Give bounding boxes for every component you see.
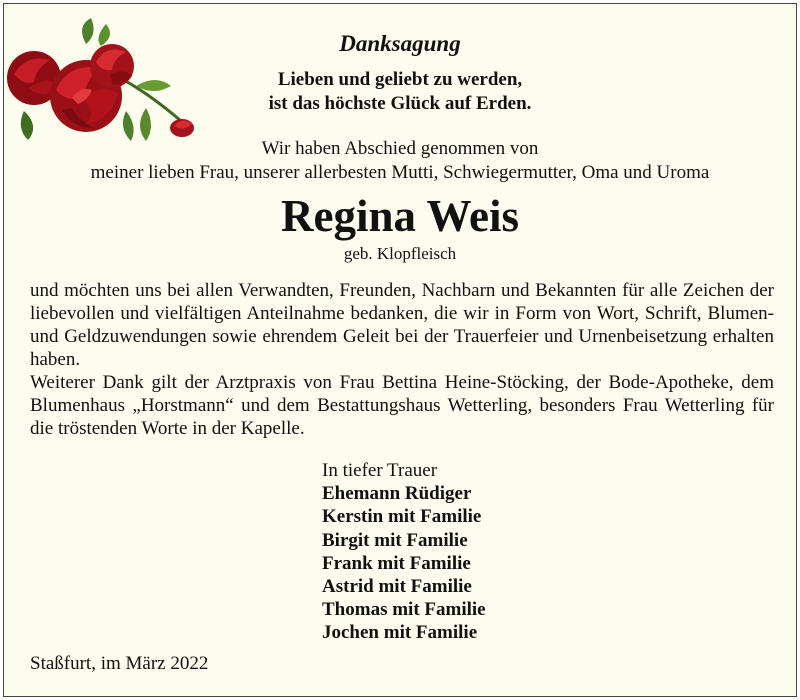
notice-heading: Danksagung: [339, 31, 461, 56]
motto-line: Lieben und geliebt zu werden,: [277, 69, 523, 90]
intro-line: meiner lieben Frau, unserer allerbesten Mutti, Schwiegermutter, Oma und Uroma: [90, 162, 710, 183]
mourner-name: Ehemann Rüdiger: [322, 483, 472, 505]
place-date: Staßfurt, im März 2022: [30, 653, 209, 674]
maiden-name: geb. Klopfleisch: [343, 244, 457, 263]
mourning-label: In tiefer Trauer: [322, 460, 438, 481]
motto-line: ist das höchste Glück auf Erden.: [268, 93, 532, 114]
intro-text: [4, 137, 796, 185]
mourner-name: Frank mit Familie: [322, 552, 471, 574]
motto-quote: [4, 68, 796, 116]
mourner-name: Thomas mit Familie: [322, 599, 486, 621]
deceased-name: Regina Weis: [281, 191, 519, 241]
mourner-name: Astrid mit Familie: [322, 576, 472, 598]
mourner-name: Jochen mit Familie: [322, 622, 478, 644]
obituary-card: [3, 3, 797, 697]
mourners-block: [322, 459, 486, 645]
thanks-paragraph: Weiterer Dank gilt der Arztpraxis von Frau Bettina Heine-Stöcking, der Bode-Apotheke, dem Blumenhaus „Horstmann“ und dem Bestattungshaus Wetterling, besonders Frau Wetterling für die tröstenden Worte in der Kapelle.: [30, 372, 774, 439]
mourner-name: Kerstin mit Familie: [322, 506, 482, 528]
mourner-name: Birgit mit Familie: [322, 529, 468, 551]
thanks-paragraph: und möchten uns bei allen Verwandten, Freunden, Nachbarn und Bekannten für alle Zeichen der liebevollen und vielfältigen Anteilnahme bedanken, die wir in Form von Wort, Schrift, Blumen- und Geldzuwendungen sowie ehrendem Geleit bei der Trauerfeier und Urnenbeisetzung erhalten haben.: [30, 280, 774, 370]
thanks-body: [30, 279, 774, 440]
intro-line: Wir haben Abschied genommen von: [261, 138, 539, 159]
